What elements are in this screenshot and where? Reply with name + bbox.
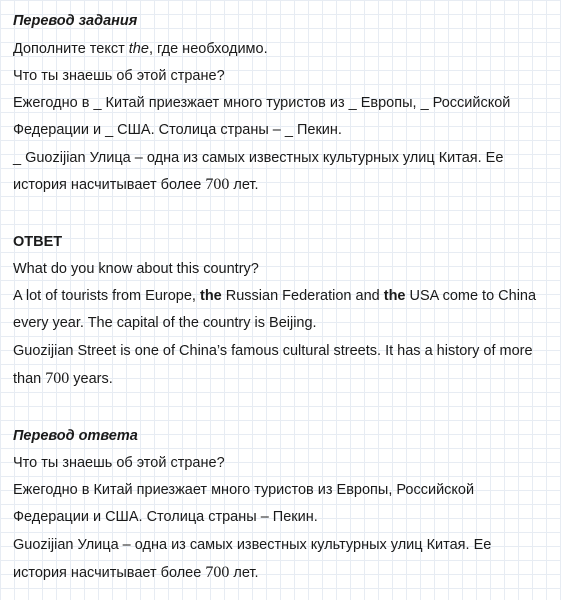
task-line-3: _ Guozijian Улица – одна из самых известных культурных улиц Китая. Ее (13, 150, 504, 166)
task-line-4 (13, 176, 555, 194)
task-line-1: Ежегодно в _ Китай приезжает много туристов из _ Европы, _ Российской (13, 95, 511, 111)
task-line-4-end: лет. (229, 177, 259, 193)
answer-article-1: the (199, 288, 222, 304)
answer-line-1 (13, 287, 555, 305)
translation-heading: Перевод ответа (13, 428, 138, 444)
answer-line-1-text: A lot of tourists from Europe, (13, 288, 200, 304)
answer-line-4-end: years. (69, 371, 113, 387)
translation-line-1: Ежегодно в Китай приезжает много туристов из Европы, Российской (13, 482, 475, 498)
translation-line-4-text: история насчитывает более (13, 565, 206, 581)
translation-line-4 (13, 564, 555, 582)
answer-line-3: Guozijian Street is one of China’s famous cultural streets. It has a history of more (13, 343, 533, 359)
translation-line-2: Федерации и США. Столица страны – Пекин. (13, 509, 318, 525)
answer-heading: ОТВЕТ (13, 234, 63, 250)
answer-line-2: every year. The capital of the country is Beijing. (13, 315, 317, 331)
task-line-4-number: 700 (205, 176, 230, 193)
answer-line-4 (13, 370, 555, 388)
task-instruction (13, 40, 555, 58)
task-line-2: Федерации и _ США. Столица страны – _ Пекин. (13, 122, 342, 138)
answer-article-2: the (383, 288, 406, 304)
instruction-emphasis: the (128, 41, 149, 57)
task-question: Что ты знаешь об этой стране? (13, 68, 225, 84)
translation-line-3: Guozijian Улица – одна из самых известных культурных улиц Китая. Ее (13, 537, 492, 553)
instruction-text: Дополните текст (13, 41, 129, 57)
answer-line-4-text: than (13, 371, 46, 387)
answer-line-4-number: 700 (45, 370, 70, 387)
translation-line-4-number: 700 (205, 564, 230, 581)
translation-line-4-end: лет. (229, 565, 259, 581)
instruction-text-end: , где необходимо. (148, 41, 268, 57)
answer-question: What do you know about this country? (13, 261, 259, 277)
task-line-4-text: история насчитывает более (13, 177, 206, 193)
translation-question: Что ты знаешь об этой стране? (13, 455, 225, 471)
task-heading: Перевод задания (13, 13, 138, 29)
answer-line-1-end: USA come to China (405, 288, 537, 304)
answer-line-1-mid: Russian Federation and (221, 288, 384, 304)
